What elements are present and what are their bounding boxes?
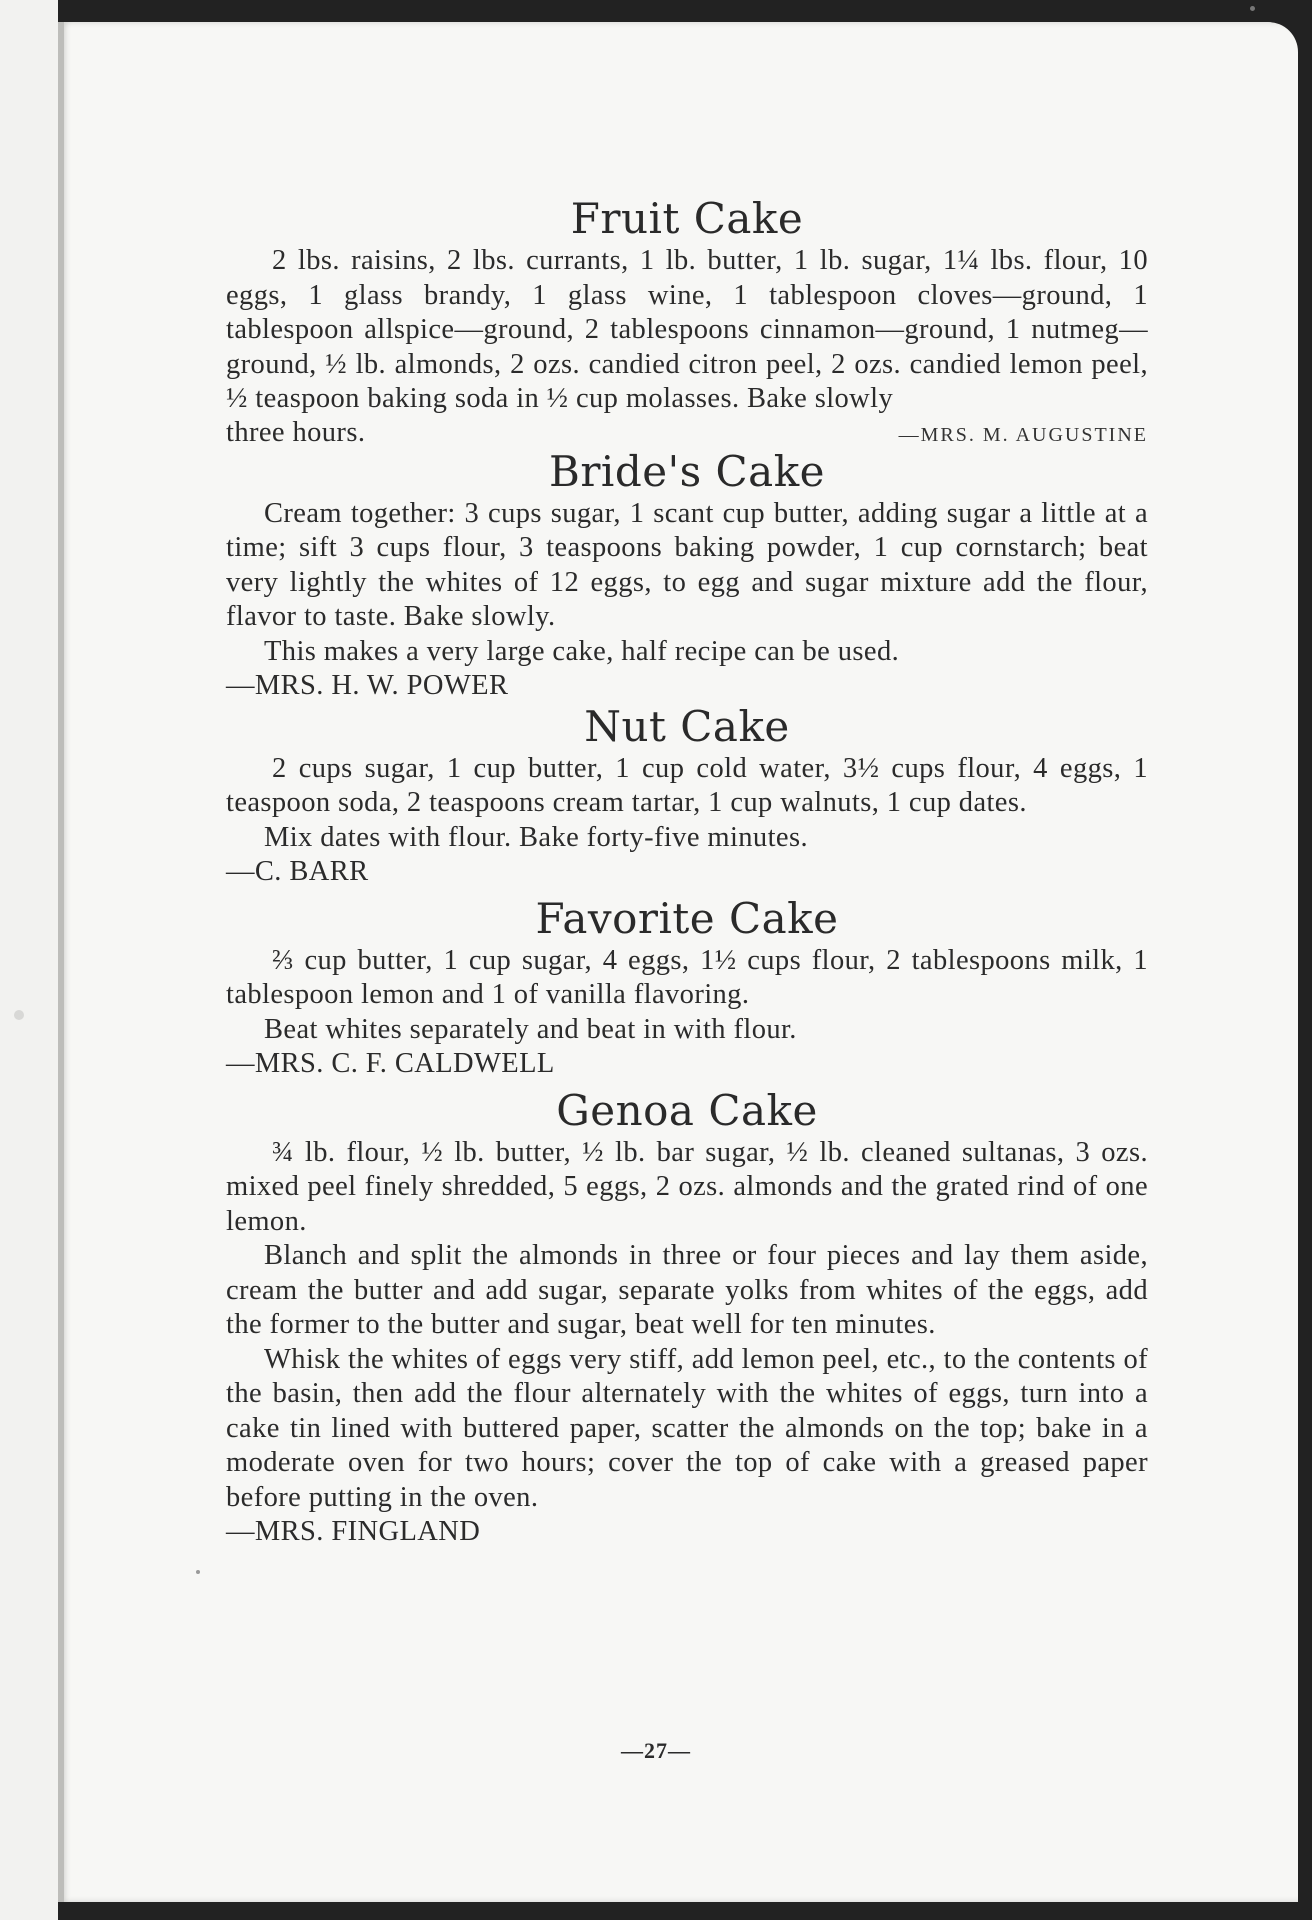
recipe-note: This makes a very large cake, half recipe can be used. bbox=[264, 635, 900, 667]
recipe-ingredients: 2 cups sugar, 1 cup butter, 1 cup cold water, 3½ cups flour, 4 eggs, 1 teaspoon soda, 2 teaspoons cream tartar, 1 cup walnuts, 1 cup dates. bbox=[226, 752, 1148, 818]
recipe-ingredients: ¾ lb. flour, ½ lb. butter, ½ lb. bar sugar, ½ lb. cleaned sultanas, 3 ozs. mixed peel finely shredded, 5 eggs, 2 ozs. almonds and the grated rind of one lemon. bbox=[226, 1136, 1148, 1237]
recipe-title: Favorite Cake bbox=[535, 893, 839, 943]
recipe-fruit-cake bbox=[226, 196, 1148, 449]
recipe-method: Cream together: 3 cups sugar, 1 scant cup butter, adding sugar a little at a time; sift 3 cups flour, 3 teaspoons baking powder, 1 cup cornstarch; beat very lightly the whites of 12 eggs, to egg and sugar mixture add the flour, flavor to taste. Bake slowly. bbox=[226, 497, 1148, 632]
page-binding-edge bbox=[58, 22, 64, 1902]
paper-speck bbox=[1250, 6, 1255, 11]
recipe-title: Fruit Cake bbox=[570, 194, 804, 243]
paper-speck bbox=[14, 1010, 24, 1020]
recipe-title: Genoa Cake bbox=[556, 1085, 818, 1135]
recipe-favorite-cake bbox=[226, 893, 1148, 1082]
recipe-last-line: three hours. bbox=[226, 416, 366, 448]
recipe-method: Beat whites separately and beat in with flour. bbox=[264, 1013, 797, 1045]
recipe-title: Nut Cake bbox=[584, 701, 790, 751]
paper-speck bbox=[196, 1570, 200, 1574]
recipe-byline: —MRS. H. W. POWER bbox=[226, 670, 509, 701]
recipe-byline: —MRS. FINGLAND bbox=[226, 1516, 481, 1547]
recipe-method: Whisk the whites of eggs very stiff, add lemon peel, etc., to the contents of the basin, then add the flour alternately with the whites of eggs, turn into a cake tin lined with buttered paper, scatter the almonds on the top; bake in a moderate oven for two hours; cover the top of cake with a greased paper before putting in the oven. bbox=[226, 1343, 1148, 1513]
recipe-closing-line bbox=[226, 417, 1148, 449]
recipe-genoa-cake bbox=[226, 1085, 1148, 1550]
recipe-method: Blanch and split the almonds in three or four pieces and lay them aside, cream the butter and add sugar, separate yolks from whites of the eggs, add the former to the butter and sugar, beat well for ten minutes. bbox=[226, 1240, 1148, 1340]
recipe-method: Mix dates with flour. Bake forty-five minutes. bbox=[264, 821, 808, 853]
recipe-column bbox=[226, 196, 1148, 1550]
recipe-brides-cake bbox=[226, 446, 1148, 704]
recipe-byline: —MRS. C. F. CALDWELL bbox=[226, 1048, 555, 1079]
recipe-ingredients: 2 lbs. raisins, 2 lbs. currants, 1 lb. butter, 1 lb. sugar, 1¼ lbs. flour, 10 eggs, 1 glass brandy, 1 glass wine, 1 tablespoon cloves—ground, 1 tablespoon allspice—ground, 2 tablespoons cinnamon—ground, 1 nutmeg—ground, ½ lb. almonds, 2 ozs. candied citron peel, 2 ozs. candied lemon peel, ½ teaspoon baking soda in ½ cup molasses. Bake slowly bbox=[226, 245, 1148, 414]
recipe-title: Bride's Cake bbox=[548, 446, 826, 496]
recipe-byline: —C. BARR bbox=[226, 856, 369, 887]
page-number: —27— bbox=[621, 1738, 691, 1763]
recipe-byline: —MRS. M. AUGUSTINE bbox=[898, 423, 1148, 446]
recipe-ingredients: ⅔ cup butter, 1 cup sugar, 4 eggs, 1½ cups flour, 2 tablespoons milk, 1 tablespoon lemon and 1 of vanilla flavoring. bbox=[226, 944, 1148, 1010]
facing-page-edge bbox=[0, 0, 58, 1920]
recipe-nut-cake bbox=[226, 701, 1148, 890]
